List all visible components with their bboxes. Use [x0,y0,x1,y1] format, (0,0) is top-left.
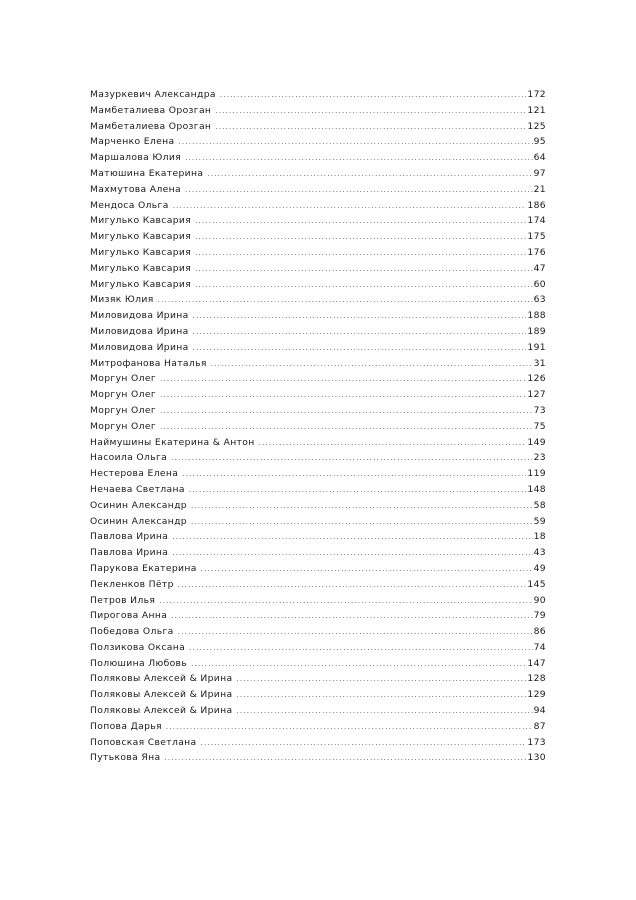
entry-name: Ползикова Оксана [90,641,186,653]
dot-leader [195,281,533,289]
index-page [90,89,546,768]
index-entry [90,547,546,563]
dot-leader [215,107,526,115]
entry-page-number: 175 [527,231,546,243]
entry-name: Мигулько Кавсария [90,278,192,290]
index-entry [90,689,546,705]
entry-page-number: 186 [527,199,546,211]
index-entry [90,294,546,310]
index-entry [90,326,546,342]
dot-leader [182,470,526,478]
entry-page-number: 59 [533,515,546,527]
entry-name: Махмутова Алена [90,183,181,195]
index-entry [90,405,546,421]
index-entry [90,484,546,500]
index-entry [90,373,546,389]
entry-page-number: 43 [533,547,546,559]
entry-name: Моргун Олег [90,389,157,401]
entry-name: Поповская Светлана [90,736,197,748]
index-entry [90,673,546,689]
entry-page-number: 121 [527,104,546,116]
dot-leader [207,170,532,178]
entry-page-number: 125 [527,120,546,132]
index-entry [90,610,546,626]
dot-leader [172,533,532,541]
dot-leader [201,739,527,747]
dot-leader [191,502,533,510]
entry-page-number: 90 [533,594,546,606]
entry-page-number: 58 [533,499,546,511]
entry-page-number: 23 [533,452,546,464]
entry-name: Мамбеталиева Орозган [90,120,212,132]
entry-name: Полюшина Любовь [90,657,188,669]
index-entry [90,263,546,279]
index-entry [90,200,546,216]
index-entry [90,516,546,532]
entry-name: Митрофанова Наталья [90,357,207,369]
index-entry [90,437,546,453]
index-entry [90,247,546,263]
index-entry [90,184,546,200]
entry-name: Мигулько Кавсария [90,231,192,243]
index-entry [90,579,546,595]
dot-leader [158,296,533,304]
dot-leader [195,217,526,225]
index-entry [90,752,546,768]
entry-name: Пекленков Пётр [90,578,174,590]
entry-page-number: 31 [533,357,546,369]
entry-page-number: 130 [527,752,546,764]
entry-name: Попова Дарья [90,720,162,732]
dot-leader [164,754,526,762]
entry-name: Мамбеталиева Орозган [90,104,212,116]
entry-name: Мазуркевич Александра [90,89,216,100]
index-entry [90,563,546,579]
index-entry [90,310,546,326]
entry-page-number: 87 [533,720,546,732]
dot-leader [189,644,533,652]
index-entry [90,642,546,658]
entry-name: Миловидова Ирина [90,310,189,322]
dot-leader [178,138,532,146]
dot-leader [236,691,526,699]
entry-page-number: 79 [533,610,546,622]
index-entry [90,279,546,295]
index-entry [90,389,546,405]
dot-leader [193,328,527,336]
entry-page-number: 149 [527,436,546,448]
dot-leader [211,360,533,368]
entry-name: Поляковы Алексей & Ирина [90,689,233,701]
entry-page-number: 173 [527,736,546,748]
index-entry [90,231,546,247]
dot-leader [215,123,526,131]
entry-name: Мендоса Ольга [90,199,169,211]
index-entry [90,168,546,184]
dot-leader [173,202,527,210]
entry-name: Путькова Яна [90,752,161,764]
entry-name: Петров Илья [90,594,156,606]
entry-name: Павлова Ирина [90,547,169,559]
dot-leader [185,186,533,194]
entry-page-number: 127 [527,389,546,401]
entry-name: Насоила Ольга [90,452,168,464]
entry-page-number: 128 [527,673,546,685]
entry-name: Поляковы Алексей & Ирина [90,673,233,685]
entry-page-number: 60 [533,278,546,290]
index-entry [90,342,546,358]
index-entry [90,452,546,468]
entry-page-number: 148 [527,483,546,495]
entry-name: Павлова Ирина [90,531,169,543]
entry-page-number: 18 [533,531,546,543]
dot-leader [259,439,527,447]
entry-name: Осинин Александр [90,515,187,527]
index-entry [90,121,546,137]
dot-leader [159,597,532,605]
entry-name: Миловидова Ирина [90,325,189,337]
dot-leader [193,312,527,320]
entry-page-number: 174 [527,215,546,227]
entry-page-number: 95 [533,136,546,148]
dot-leader [185,154,533,162]
entry-name: Моргун Олег [90,420,157,432]
entry-page-number: 145 [527,578,546,590]
entry-page-number: 47 [533,262,546,274]
entry-page-number: 129 [527,689,546,701]
dot-leader [236,675,526,683]
index-entry [90,595,546,611]
index-entry [90,105,546,121]
entry-name: Маршалова Юлия [90,152,182,164]
entry-name: Марченко Елена [90,136,175,148]
dot-leader [160,423,533,431]
entry-name: Победова Ольга [90,626,174,638]
dot-leader [193,344,527,352]
entry-page-number: 49 [533,562,546,574]
entry-name: Моргун Олег [90,404,157,416]
entry-page-number: 21 [533,183,546,195]
dot-leader [195,233,526,241]
dot-leader [160,375,526,383]
entry-page-number: 119 [527,468,546,480]
entry-page-number: 73 [533,404,546,416]
dot-leader [220,91,527,99]
dot-leader [191,660,526,668]
entry-page-number: 126 [527,373,546,385]
dot-leader [195,249,526,257]
entry-page-number: 147 [527,657,546,669]
dot-leader [189,486,527,494]
dot-leader [171,612,532,620]
index-entry [90,421,546,437]
index-entry [90,358,546,374]
entry-page-number: 172 [527,89,546,100]
index-entry [90,737,546,753]
entry-page-number: 97 [533,167,546,179]
dot-leader [166,723,533,731]
dot-leader [201,565,533,573]
entry-page-number: 188 [527,310,546,322]
dot-leader [178,628,533,636]
index-entry [90,136,546,152]
entry-name: Миловидова Ирина [90,341,189,353]
entry-name: Матюшина Екатерина [90,167,204,179]
index-entry [90,152,546,168]
entry-name: Мигулько Кавсария [90,246,192,258]
dot-leader [160,391,526,399]
index-list [90,89,546,768]
entry-name: Моргун Олег [90,373,157,385]
index-entry [90,89,546,105]
entry-name: Парукова Екатерина [90,562,197,574]
entry-name: Мигулько Кавсария [90,262,192,274]
dot-leader [160,407,533,415]
entry-page-number: 176 [527,246,546,258]
index-entry [90,531,546,547]
dot-leader [178,581,527,589]
entry-page-number: 74 [533,641,546,653]
entry-page-number: 94 [533,705,546,717]
index-entry [90,626,546,642]
index-entry [90,721,546,737]
index-entry [90,500,546,516]
entry-name: Поляковы Алексей & Ирина [90,705,233,717]
entry-name: Мизяк Юлия [90,294,154,306]
index-entry [90,215,546,231]
dot-leader [171,454,532,462]
entry-page-number: 191 [527,341,546,353]
index-entry [90,468,546,484]
entry-page-number: 75 [533,420,546,432]
entry-name: Нестерова Елена [90,468,179,480]
index-entry [90,658,546,674]
dot-leader [195,265,533,273]
entry-name: Пирогова Анна [90,610,168,622]
index-entry [90,705,546,721]
dot-leader [191,518,533,526]
entry-name: Осинин Александр [90,499,187,511]
entry-page-number: 64 [533,152,546,164]
entry-page-number: 86 [533,626,546,638]
entry-name: Мигулько Кавсария [90,215,192,227]
entry-page-number: 63 [533,294,546,306]
dot-leader [172,549,532,557]
entry-name: Нечаева Светлана [90,483,185,495]
entry-name: Наймушины Екатерина & Антон [90,436,255,448]
entry-page-number: 189 [527,325,546,337]
dot-leader [236,707,532,715]
